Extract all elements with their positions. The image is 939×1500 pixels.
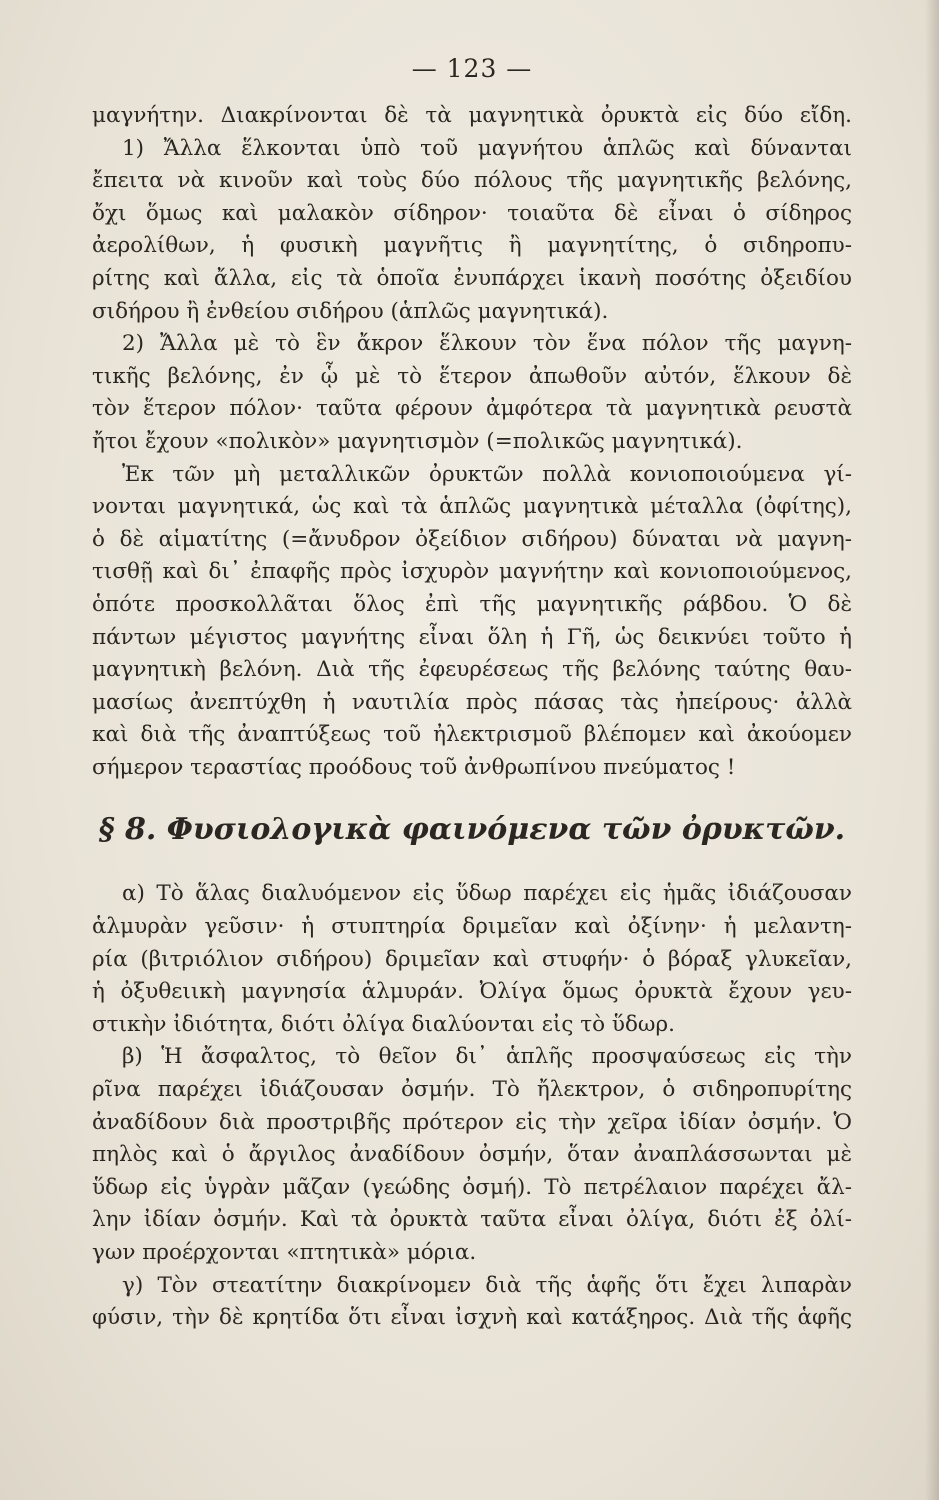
text-line: στικὴν ἰδιότητα, διότι ὀλίγα διαλύονται εἰς τὸ ὕδωρ. <box>92 1011 675 1037</box>
text-line: ρίτης καὶ ἄλλα, εἰς τὰ ὁποῖα ἐνυπάρχει ἱκανὴ ποσότης ὀξειδίου <box>92 265 852 291</box>
text-line: ρία (βιτριόλιον σιδήρου) δριμεῖαν καὶ στυφήν· ὁ βόραξ γλυκεῖαν, <box>92 946 852 972</box>
text-line: 2) Ἄλλα μὲ τὸ ἓν ἄκρον ἕλκουν τὸν ἕνα πόλον τῆς μαγνη- <box>122 331 852 357</box>
text-line: ὁπότε προσκολλᾶται ὅλος ἐπὶ τῆς μαγνητικῆς ράβδου. Ὁ δὲ <box>92 591 852 617</box>
text-line: πηλὸς καὶ ὁ ἄργιλος ἀναδίδουν ὀσμήν, ὅταν ἀναπλάσσωνται μὲ <box>92 1142 852 1168</box>
text-line: γ) Τὸν στεατίτην διακρίνομεν διὰ τῆς ἁφῆς ὅτι ἔχει λιπαρὰν <box>122 1272 852 1298</box>
text-line: ἡ ὀξυθειικὴ μαγνησία ἁλμυράν. Ὀλίγα ὅμως ὀρυκτὰ ἔχουν γευ- <box>92 979 852 1005</box>
text-line: Ἐκ τῶν μὴ μεταλλικῶν ὀρυκτῶν πολλὰ κονιοποιούμενα γί- <box>122 461 852 487</box>
text-line: τὸν ἕτερον πόλον· ταῦτα φέρουν ἀμφότερα τὰ μαγνητικὰ ρευστὰ <box>92 396 852 422</box>
text-line: 1) Ἄλλα ἕλκονται ὑπὸ τοῦ μαγνήτου ἁπλῶς καὶ δύνανται <box>122 135 852 161</box>
page-edge-shadow <box>925 0 939 1500</box>
text-line: τικῆς βελόνης, ἐν ᾧ μὲ τὸ ἕτερον ἀπωθοῦν αὐτόν, ἕλκουν δὲ <box>92 363 852 389</box>
text-line: ἀναδίδουν διὰ προστριβῆς πρότερον εἰς τὴν χεῖρα ἰδίαν ὀσμήν. Ὁ <box>92 1109 852 1135</box>
text-line: γων προέρχονται «πτητικὰ» μόρια. <box>92 1240 477 1265</box>
text-line: ἁλμυρὰν γεῦσιν· ἡ στυπτηρία δριμεῖαν καὶ ὀξίνην· ἡ μελαντη- <box>92 914 852 940</box>
page-number: — 123 — <box>411 54 533 83</box>
text-line: μαγνήτην. Διακρίνονται δὲ τὰ μαγνητικὰ ὀρυκτὰ εἰς δύο εἴδη. <box>92 103 852 128</box>
page-content <box>92 52 852 1335</box>
text-line: ὄχι ὅμως καὶ μαλακὸν σίδηρον· τοιαῦτα δὲ εἶναι ὁ σίδηρος <box>92 200 852 226</box>
text-line: μαγνητικὴ βελόνη. Διὰ τῆς ἐφευρέσεως τῆς βελόνης ταύτης θαυ- <box>92 657 852 683</box>
text-line: σιδήρου ἢ ἐνθείου σιδήρου (ἁπλῶς μαγνητικά). <box>92 298 609 324</box>
text-line: ρῖνα παρέχει ἰδιάζουσαν ὀσμήν. Τὸ ἤλεκτρον, ὁ σιδηροπυρίτης <box>92 1077 852 1103</box>
text-line: μασίως ἀνεπτύχθη ἡ ναυτιλία πρὸς πάσας τὰς ἠπείρους· ἀλλὰ <box>92 689 852 715</box>
text-line: ἔπειτα νὰ κινοῦν καὶ τοὺς δύο πόλους τῆς μαγνητικῆς βελόνης, <box>92 168 852 194</box>
text-line: ἤτοι ἔχουν «πολικὸν» μαγνητισμὸν (=πολικῶς μαγνητικά). <box>92 428 743 454</box>
text-line: τισθῇ καὶ δι᾽ ἐπαφῆς πρὸς ἰσχυρὸν μαγνήτην καὶ κονιοποιούμενος, <box>92 559 852 585</box>
text-line: β) Ἡ ἄσφαλτος, τὸ θεῖον δι᾽ ἁπλῆς προσψαύσεως εἰς τὴν <box>122 1044 852 1070</box>
section-heading: § 8. Φυσιολογικὰ φαινόμενα τῶν ὀρυκτῶν. <box>98 812 846 848</box>
text-block-magnetism <box>92 100 852 784</box>
text-line: φύσιν, τὴν δὲ κρητίδα ὅτι εἶναι ἰσχνὴ καὶ κατάξηρος. Διὰ τῆς ἁφῆς <box>92 1305 852 1331</box>
text-line: ὕδωρ εἰς ὑγρὰν μᾶζαν (γεώδης ὀσμή). Τὸ πετρέλαιον παρέχει ἄλ- <box>92 1174 852 1200</box>
text-block-physiological-phenomena <box>92 878 852 1334</box>
text-line: ἀερολίθων, ἡ φυσικὴ μαγνῆτις ἢ μαγνητίτης, ὁ σιδηροπυ- <box>92 233 852 259</box>
text-line: ὁ δὲ αἱματίτης (=ἄνυδρον ὀξείδιον σιδήρου) δύναται νὰ μαγνη- <box>92 526 852 552</box>
text-line: καὶ διὰ τῆς ἀναπτύξεως τοῦ ἠλεκτρισμοῦ βλέπομεν καὶ ἀκούομεν <box>92 722 852 748</box>
text-line: σήμερον τεραστίας προόδους τοῦ ἀνθρωπίνου πνεύματος ! <box>92 754 736 780</box>
text-line: νονται μαγνητικά, ὡς καὶ τὰ ἁπλῶς μαγνητικὰ μέταλλα (ὀφίτης), <box>92 494 852 520</box>
text-line: λην ἰδίαν ὀσμήν. Καὶ τὰ ὀρυκτὰ ταῦτα εἶναι ὀλίγα, διότι ἐξ ὀλί- <box>92 1207 852 1233</box>
text-line: πάντων μέγιστος μαγνήτης εἶναι ὅλη ἡ Γῆ, ὡς δεικνύει τοῦτο ἡ <box>92 624 852 650</box>
text-line: α) Τὸ ἅλας διαλυόμενον εἰς ὕδωρ παρέχει εἰς ἡμᾶς ἰδιάζουσαν <box>122 881 852 907</box>
